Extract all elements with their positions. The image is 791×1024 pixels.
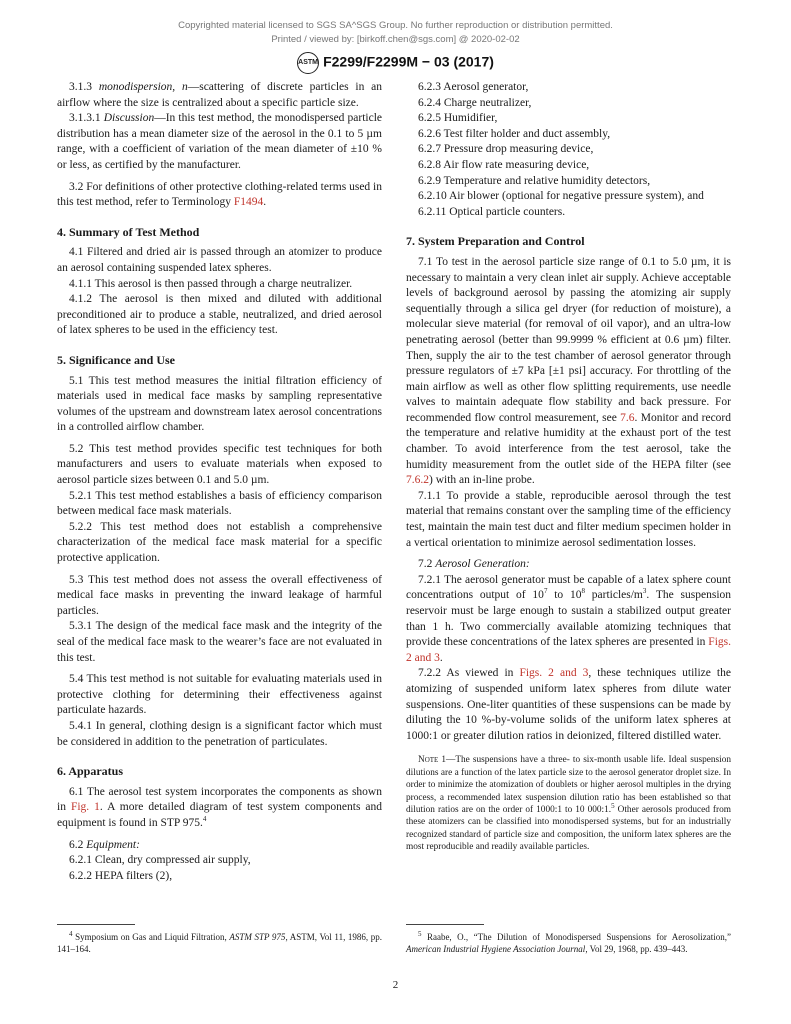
para-4-1-2: 4.1.2 The aerosol is then mixed and diluted with additional preconditioned air to produce a stable, neutralized, and dried aerosol of latex spheres to be used in the efficiency test. xyxy=(57,293,382,337)
para-6-2-11: 6.2.11 Optical particle counters. xyxy=(418,205,566,218)
link-7-6[interactable]: 7.6 xyxy=(620,411,635,424)
para-4-1: 4.1 Filtered and dried air is passed through an atomizer to produce an aerosol containing suspended latex spheres. xyxy=(57,246,382,274)
copyright-notice: Copyrighted material licensed to SGS SA^SGS Group. No further reproduction or distribution permitted. xyxy=(178,20,613,31)
printed-by-notice: Printed / viewed by: [birkoff.chen@sgs.com] @ 2020-02-02 xyxy=(271,34,520,45)
link-7-6-2[interactable]: 7.6.2 xyxy=(406,474,429,487)
left-column xyxy=(57,80,382,884)
designation-text: F2299/F2299M − 03 (2017) xyxy=(323,53,494,70)
note-1: Note 1—The suspensions have a three- to six-month usable life. Ideal suspension dilutions are a function of the latex particle size to the aerosol generator droplet size. In order to minimize the atomization of doublets or higher aerosol multiples in the drying process, a recommended latex suspension dilution ratio has been established so that dilution ratios are on the order of 1000:1 to 10 000:1.$^5$ Other aerosols produced from these atomizers can be classified into monodispersed systems, but for an industrially recognized standard of particle size and composition, the uniform latex spheres are the most reproducible and readily available particles. xyxy=(406,755,732,853)
para-5-4-1: 5.4.1 In general, clothing design is a significant factor which must be considered in addition to the penetration of particulates. xyxy=(57,719,382,748)
para-7-1-1: 7.1.1 To provide a stable, reproducible aerosol through the test material that remains constant over the sampling time of the efficiency test, maintain the main test duct and filter medium specimen holder in a vertical orientation to minimize aerosol sedimentation losses. xyxy=(406,489,731,549)
page-number: 2 xyxy=(392,979,399,991)
heading-section-7: 7. System Preparation and Control xyxy=(406,234,585,249)
footnote-ref-5[interactable]: 5 xyxy=(611,801,615,810)
para-5-4: 5.4 This test method is not suitable for evaluating materials used in protective clothing for determining their effectiveness against particulate hazards. xyxy=(57,673,382,717)
para-6-2-2: 6.2.2 HEPA filters (2), xyxy=(69,869,173,882)
para-3-1-3: 3.1.3 monodispersion, n—scattering of discrete particles in an airflow where the size is centralized about a specific particle size. xyxy=(57,81,383,109)
heading-section-5: 5. Significance and Use xyxy=(57,352,176,367)
para-6-2-7: 6.2.7 Pressure drop measuring device, xyxy=(418,143,594,156)
para-4-1-1: 4.1.1 This aerosol is then passed through a charge neutralizer. xyxy=(69,277,353,290)
link-fig-1[interactable]: Fig. 1 xyxy=(70,801,100,814)
para-5-2-1: 5.2.1 This test method establishes a basis of efficiency comparison between medical face mask materials. xyxy=(57,489,382,518)
para-6-1: 6.1 The aerosol test system incorporates the components as shown in Fig. 1. A more detailed diagram of test system components and equipment is found in STP 975.$^4$ xyxy=(57,785,383,829)
para-6-2-5: 6.2.5 Humidifier, xyxy=(418,112,498,125)
para-7-2-2: 7.2.2 As viewed in Figs. 2 and 3, these techniques utilize the atomizing of suspended uniform latex spheres from dilute water suspensions. One-liter quantities of these suspensions can be made by diluting the 10 %-by-volume solids of the uniform latex spheres at 1000:1 or greater dilution ratios in deionized, filtered distilled water. xyxy=(406,667,731,742)
para-6-2-1: 6.2.1 Clean, dry compressed air supply, xyxy=(69,854,251,867)
link-figs-2-3[interactable]: Figs. 2 and 3 xyxy=(406,636,731,664)
para-7-2-1: 7.2.1 The aerosol generator must be capable of a latex sphere count concentrations output of $10^7$ to $10^8$ particles/$m^3$. The suspension reservoir must be large enough to sustain a stabilized output greater than 1 h. Two commercially available atomizing techniques that provide these concentrations of the latex spheres are presented in Figs. 2 and 3. xyxy=(406,573,732,664)
para-5-3-1: 5.3.1 The design of the medical face mask and the integrity of the seal of the medical face mask to the wearer’s face are not evaluated in this test. xyxy=(57,620,382,664)
footnote-4: $^4$ Symposium on Gas and Liquid Filtration, ASTM STP 975, ASTM, Vol 11, 1986, pp. 141–164. xyxy=(57,930,383,954)
para-5-1: 5.1 This test method measures the initial filtration efficiency of materials used in medical face masks by sampling representative volumes of the upstream and downstream latex aerosol concentrations in a controlled airflow chamber. xyxy=(57,374,382,434)
para-6-2: 6.2 Equipment: xyxy=(69,838,140,851)
para-6-2-9: 6.2.9 Temperature and relative humidity detectors, xyxy=(418,174,651,187)
heading-section-6: 6. Apparatus xyxy=(57,764,124,779)
footnote-ref-4[interactable]: 4 xyxy=(202,815,207,824)
para-6-2-10: 6.2.10 Air blower (optional for negative pressure system), and xyxy=(418,190,704,203)
para-7-1: 7.1 To test in the aerosol particle size range of 0.1 to 5.0 µm, it is necessary to maintain a very clean inlet air supply. Achieve acceptable levels of background aerosol by passing the atomizing air supply sequentially through a silica gel dryer (for reduction of moisture), a molecular sieve material (for removal of oil vapor), and an ultra-low penetrating aerosol (better than 99.9999 % efficient at 0.6 µm) filter. Then, supply the air to the test chamber of aerosol generator through pressure regulators of ±7 kPa [±1 psi] accuracy. For throttling of the main airflow as well as other flow splitting requirements, use needle valves to maintain adequate flow stability and back pressure. For recommended flow control measurement, see 7.6. Monitor and record the temperature and relative humidity at the exhaust port of the test chamber. To avoid interference from the test aerosol, take the humidity measurement from the outlet side of the HEPA filter (see 7.6.2) with an in-line probe. xyxy=(406,255,731,487)
para-7-2: 7.2 Aerosol Generation: xyxy=(418,558,530,571)
footnote-5: $^5$ Raabe, O., “The Dilution of Monodispersed Suspensions for Aerosolization,” American Industrial Hygiene Association Journal, Vol 29, 1968, pp. 439–443. xyxy=(406,930,731,954)
standard-designation xyxy=(0,52,791,74)
para-3-2: 3.2 For definitions of other protective clothing-related terms used in this test method, refer to Terminology F1494. xyxy=(57,180,382,209)
para-5-2-2: 5.2.2 This test method does not establish a comprehensive characterization of the medical face mask material for a specific protective application. xyxy=(57,520,382,565)
footnote-rule-left xyxy=(57,924,135,925)
heading-section-4: 4. Summary of Test Method xyxy=(57,224,200,239)
footnote-rule-right xyxy=(406,924,484,925)
para-6-2-8: 6.2.8 Air flow rate measuring device, xyxy=(418,158,590,171)
para-3-1-3-1: 3.1.3.1 Discussion—In this test method, the monodispersed particle distribution has a mean diameter size of the aerosol in the 0.1 to 5 µm range, with a coefficient of variation of the mean diameter of ±10 % or less, as certified by the manufacturer. xyxy=(57,112,382,171)
para-5-2: 5.2 This test method provides specific test techniques for both manufacturers and users to evaluate materials when exposed to aerosol particle sizes between 0.1 and 5.0 µm. xyxy=(57,442,382,487)
astm-logo: ASTM xyxy=(297,52,319,74)
para-6-2-4: 6.2.4 Charge neutralizer, xyxy=(418,96,532,109)
para-6-2-3: 6.2.3 Aerosol generator, xyxy=(418,81,529,93)
para-6-2-6: 6.2.6 Test filter holder and duct assembly, xyxy=(418,127,611,140)
para-5-3: 5.3 This test method does not assess the overall effectiveness of medical face masks in preventing the inward leakage of harmful particles. xyxy=(57,573,382,617)
right-column xyxy=(406,80,731,854)
link-figs-2-3-b[interactable]: Figs. 2 and 3 xyxy=(519,667,589,680)
link-f1494[interactable]: F1494 xyxy=(233,196,264,209)
